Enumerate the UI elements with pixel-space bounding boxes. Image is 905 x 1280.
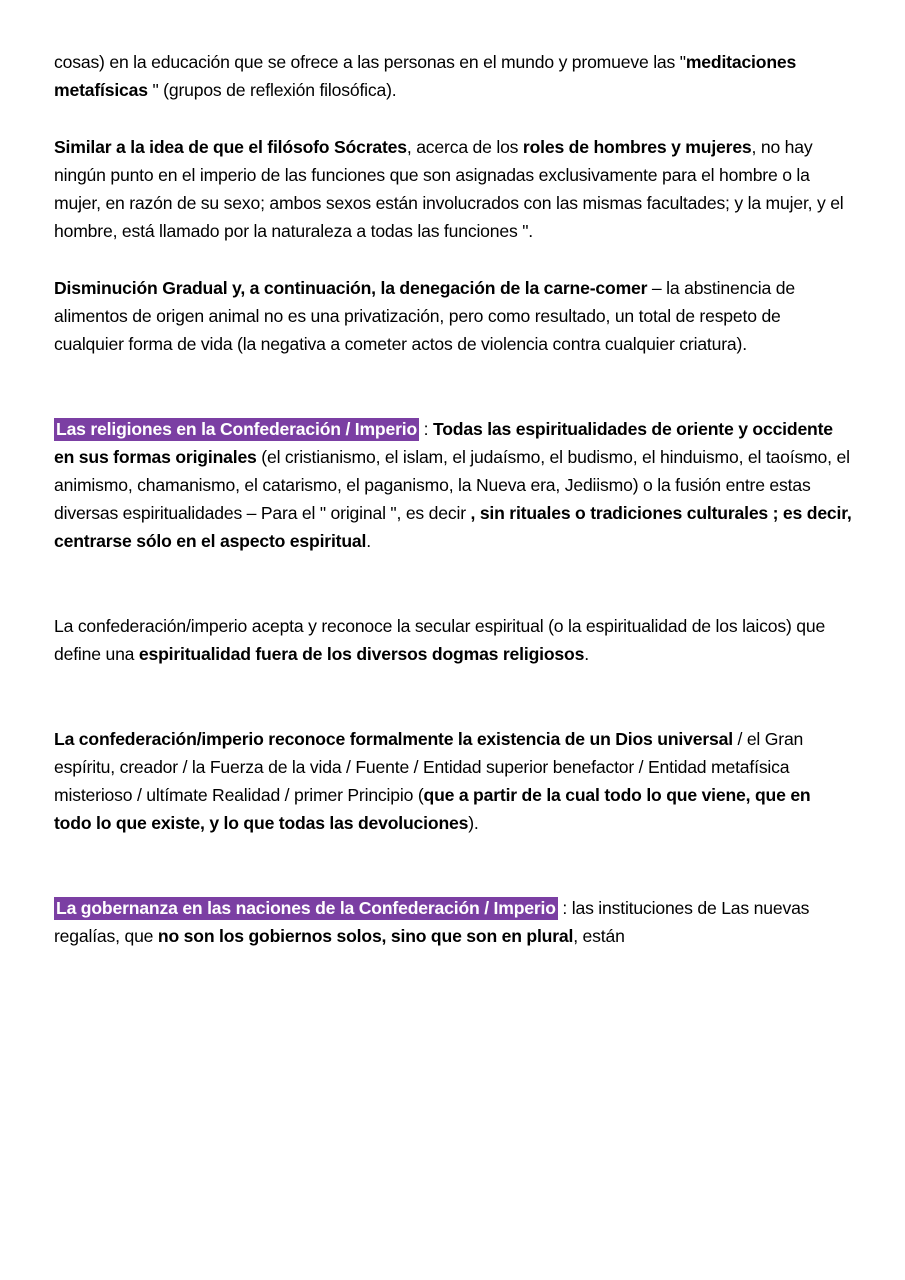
paragraph-3 (54, 274, 852, 359)
section-heading-religiones-highlight: Las religiones en la Confederación / Imperio (56, 418, 418, 439)
paragraph-6-text-part-2: ). (468, 813, 479, 834)
paragraph-5-text-part-1: La confederación/imperio acepta y reconoce la secular espiritual (o la espiritualidad de los laicos) que define una (54, 615, 826, 665)
paragraph-2-bold-roles-hombres-mujeres: roles de hombres y mujeres (522, 136, 752, 157)
paragraph-spacer-4 (54, 556, 852, 584)
paragraph-spacer-4b (54, 584, 852, 612)
paragraph-spacer-1 (54, 104, 852, 132)
paragraph-spacer-6b (54, 866, 852, 894)
paragraph-6-bold-que-a-partir: que a partir de la cual todo lo que viene, que en todo lo que existe, y lo que todas las devoluciones (54, 785, 811, 834)
paragraph-2-bold-socrates-lead: Similar a la idea de que el filósofo Sócrates (54, 136, 407, 157)
section-heading-gobernanza-highlight: La gobernanza en las naciones de la Confederación / Imperio (56, 897, 556, 918)
paragraph-1 (54, 48, 852, 104)
paragraph-spacer-2 (54, 245, 852, 273)
paragraph-2-text-part-2: , no hay ningún punto en el imperio de las funciones que son asignadas exclusivamente para el hombre o la mujer, en razón de su sexo; ambos sexos están involucrados con las mismas facultades; y la mujer, y el hombre, está llamado por la naturaleza a todas las funciones ". (54, 136, 844, 242)
paragraph-3-bold-disminucion-gradual: Disminución Gradual y, a continuación, la denegación de la carne-comer (54, 277, 648, 298)
paragraph-4-bold-todas-espiritualidades: Todas las espiritualidades de oriente y occidente en sus formas originales (54, 418, 833, 467)
paragraph-4-text-part-1: (el cristianismo, el islam, el judaísmo, el budismo, el hinduismo, el taoísmo, el animismo, chamanismo, el catarismo, el paganismo, la Nueva era, Jediismo) o la fusión entre estas diversas espiritualidades – Para el " original ", es decir (54, 446, 850, 524)
paragraph-7-bold-no-son-gobiernos-solos: no son los gobiernos solos, sino que son en plural (157, 926, 574, 947)
paragraph-2-text-part-1: , acerca de los (406, 136, 523, 157)
paragraph-4-colon: : (419, 418, 433, 439)
paragraph-7-text-part-1: : las instituciones de Las nuevas regalías, que (54, 897, 810, 947)
paragraph-6 (54, 725, 852, 838)
paragraph-5-bold-espiritualidad-fuera-dogmas: espiritualidad fuera de los diversos dogmas religiosos (138, 644, 585, 665)
paragraph-1-text-part-2: " (grupos de reflexión filosófica). (152, 80, 397, 101)
paragraph-2 (54, 133, 852, 246)
paragraph-4 (54, 415, 852, 556)
paragraph-6-text-part-1: / el Gran espíritu, creador / la Fuerza de la vida / Fuente / Entidad superior benefactor / Entidad metafísica misterioso / ultímate Realidad / primer Principio ( (54, 728, 804, 806)
paragraph-5-text-part-2: . (584, 644, 589, 665)
paragraph-1-text-part-1: cosas) en la educación que se ofrece a las personas en el mundo y promueve las " (54, 52, 686, 72)
document-text-body (54, 48, 852, 950)
paragraph-spacer-3 (54, 358, 852, 386)
paragraph-5 (54, 612, 852, 668)
paragraph-6-bold-dios-universal: La confederación/imperio reconoce formalmente la existencia de un Dios universal (54, 728, 733, 749)
paragraph-7 (54, 894, 852, 950)
paragraph-3-text-part-1: – la abstinencia de alimentos de origen animal no es una privatización, pero como resultado, un total de respeto de cualquier forma de vida (la negativa a cometer actos de violencia contra cualquier criatura). (54, 277, 795, 354)
paragraph-7-text-part-2: , están (573, 926, 625, 947)
paragraph-1-bold-meditaciones-metafisicas: meditaciones metafísicas (54, 52, 797, 101)
paragraph-spacer-5b (54, 697, 852, 725)
paragraph-spacer-3b (54, 386, 852, 414)
paragraph-4-text-part-2: . (366, 531, 371, 552)
paragraph-spacer-5 (54, 668, 852, 696)
paragraph-spacer-6 (54, 838, 852, 866)
paragraph-4-bold-sin-rituales: , sin rituales o tradiciones culturales ; es decir, centrarse sólo en el aspecto espiritual (54, 503, 852, 552)
